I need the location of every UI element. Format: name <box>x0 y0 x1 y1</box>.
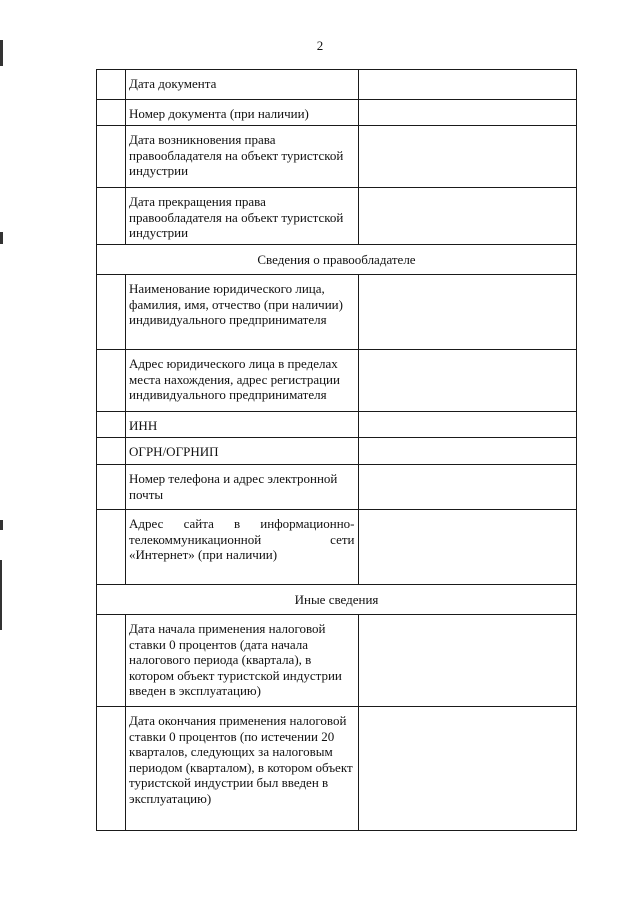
form-table <box>96 69 577 831</box>
table-row <box>97 275 577 350</box>
table-row <box>97 100 577 126</box>
section-row <box>97 585 577 615</box>
table-row <box>97 438 577 465</box>
scan-edge-mark <box>0 520 3 530</box>
row-label-tax-end: Дата окончания применения налоговой ставки 0 процентов (по истечении 20 кварталов, следующих за налоговым периодом (кварталом), в котором объект туристской индустрии был введен в эксплуатацию) <box>126 707 358 831</box>
table-row <box>97 707 577 831</box>
value-cell-inn[interactable] <box>358 412 576 438</box>
table-row <box>97 465 577 510</box>
section-heading-other: Иные сведения <box>97 585 577 615</box>
value-cell-rights-end[interactable] <box>358 188 576 245</box>
number-cell <box>97 126 126 188</box>
table-row <box>97 70 577 100</box>
number-cell <box>97 615 126 707</box>
table-row <box>97 126 577 188</box>
row-label-inn: ИНН <box>126 412 358 438</box>
row-label-ogrn: ОГРН/ОГРНИП <box>126 438 358 465</box>
value-cell-tax-start[interactable] <box>358 615 576 707</box>
number-cell <box>97 100 126 126</box>
number-cell <box>97 438 126 465</box>
row-label-doc-number: Номер документа (при наличии) <box>126 100 358 126</box>
table-row <box>97 615 577 707</box>
row-label-holder-address: Адрес юридического лица в пределах места нахождения, адрес регистрации индивидуального предпринимателя <box>126 350 358 412</box>
row-label-rights-end: Дата прекращения права правообладателя на объект туристской индустрии <box>126 188 358 245</box>
table-row <box>97 510 577 585</box>
number-cell <box>97 350 126 412</box>
value-cell-doc-number[interactable] <box>358 100 576 126</box>
value-cell-website[interactable] <box>358 510 576 585</box>
scan-edge-mark <box>0 232 3 244</box>
number-cell <box>97 70 126 100</box>
scan-edge-mark <box>0 560 2 630</box>
value-cell-tax-end[interactable] <box>358 707 576 831</box>
number-cell <box>97 275 126 350</box>
value-cell-doc-date[interactable] <box>358 70 576 100</box>
table-row <box>97 412 577 438</box>
value-cell-holder-name[interactable] <box>358 275 576 350</box>
number-cell <box>97 707 126 831</box>
number-cell <box>97 510 126 585</box>
value-cell-holder-address[interactable] <box>358 350 576 412</box>
value-cell-rights-start[interactable] <box>358 126 576 188</box>
page-number: 2 <box>316 38 324 53</box>
value-cell-ogrn[interactable] <box>358 438 576 465</box>
value-cell-phone-email[interactable] <box>358 465 576 510</box>
number-cell <box>97 188 126 245</box>
row-label-tax-start: Дата начала применения налоговой ставки 0 процентов (дата начала налогового периода (квартала), в котором объект туристской индустрии введен в эксплуатацию) <box>126 615 358 707</box>
section-heading-holder: Сведения о правообладателе <box>97 245 577 275</box>
table-row <box>97 188 577 245</box>
number-cell <box>97 412 126 438</box>
table-row <box>97 350 577 412</box>
row-label-website: Адрес сайта в информационно-телекоммуникационной сети «Интернет» (при наличии) <box>126 510 358 585</box>
number-cell <box>97 465 126 510</box>
row-label-doc-date: Дата документа <box>126 70 358 100</box>
section-row <box>97 245 577 275</box>
row-label-phone-email: Номер телефона и адрес электронной почты <box>126 465 358 510</box>
row-label-rights-start: Дата возникновения права правообладателя на объект туристской индустрии <box>126 126 358 188</box>
row-label-holder-name: Наименование юридического лица, фамилия, имя, отчество (при наличии) индивидуального предпринимателя <box>126 275 358 350</box>
